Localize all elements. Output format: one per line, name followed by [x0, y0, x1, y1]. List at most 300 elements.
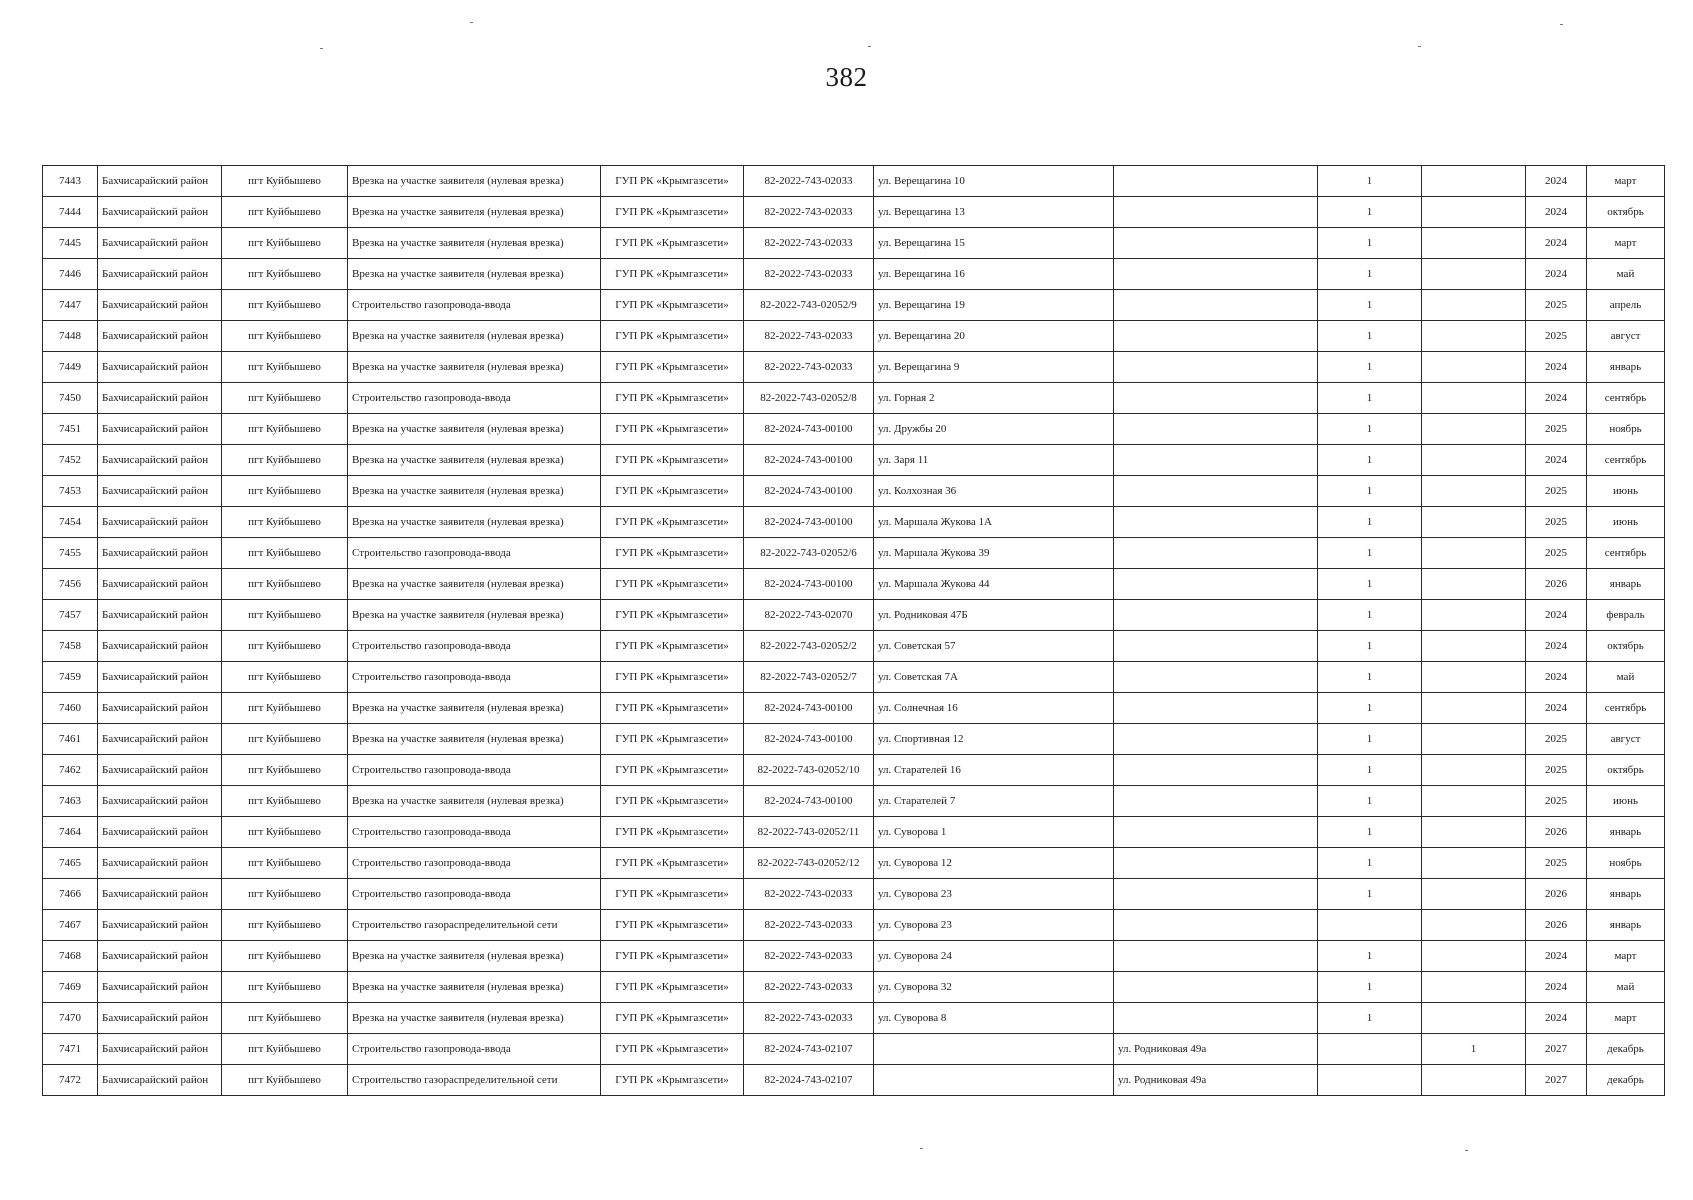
- month-cell: июнь: [1587, 476, 1665, 507]
- quantity-cell: 1: [1318, 476, 1422, 507]
- settlement-cell: пгт Куйбышево: [222, 383, 348, 414]
- address-alt-cell: [1114, 166, 1318, 197]
- district-cell: Бахчисарайский район: [98, 321, 222, 352]
- work-type-cell: Строительство газопровода-ввода: [348, 383, 601, 414]
- quantity-cell: 1: [1318, 414, 1422, 445]
- district-cell: Бахчисарайский район: [98, 476, 222, 507]
- quantity-cell: 1: [1318, 569, 1422, 600]
- row-number-cell: 7444: [43, 197, 98, 228]
- project-code-cell: 82-2024-743-00100: [744, 724, 874, 755]
- table-row: [43, 321, 1665, 352]
- quantity-alt-cell: 1: [1422, 1034, 1526, 1065]
- address-cell: ул. Маршала Жукова 39: [874, 538, 1114, 569]
- work-type-cell: Врезка на участке заявителя (нулевая врезка): [348, 941, 601, 972]
- organization-cell: ГУП РК «Крымгазсети»: [601, 321, 744, 352]
- quantity-cell: 1: [1318, 197, 1422, 228]
- project-code-cell: 82-2022-743-02033: [744, 166, 874, 197]
- work-type-cell: Врезка на участке заявителя (нулевая врезка): [348, 445, 601, 476]
- year-cell: 2024: [1526, 352, 1587, 383]
- month-cell: ноябрь: [1587, 414, 1665, 445]
- table-row: [43, 538, 1665, 569]
- quantity-cell: [1318, 1034, 1422, 1065]
- settlement-cell: пгт Куйбышево: [222, 290, 348, 321]
- address-cell: ул. Верещагина 20: [874, 321, 1114, 352]
- address-cell: ул. Суворова 24: [874, 941, 1114, 972]
- settlement-cell: пгт Куйбышево: [222, 259, 348, 290]
- row-number-cell: 7469: [43, 972, 98, 1003]
- year-cell: 2026: [1526, 817, 1587, 848]
- settlement-cell: пгт Куйбышево: [222, 786, 348, 817]
- month-cell: май: [1587, 972, 1665, 1003]
- quantity-cell: 1: [1318, 662, 1422, 693]
- organization-cell: ГУП РК «Крымгазсети»: [601, 786, 744, 817]
- table-row: [43, 600, 1665, 631]
- quantity-cell: 1: [1318, 538, 1422, 569]
- table-row: [43, 910, 1665, 941]
- address-cell: ул. Колхозная 36: [874, 476, 1114, 507]
- district-cell: Бахчисарайский район: [98, 197, 222, 228]
- year-cell: 2024: [1526, 228, 1587, 259]
- year-cell: 2027: [1526, 1034, 1587, 1065]
- organization-cell: ГУП РК «Крымгазсети»: [601, 941, 744, 972]
- district-cell: Бахчисарайский район: [98, 817, 222, 848]
- row-number-cell: 7460: [43, 693, 98, 724]
- row-number-cell: 7472: [43, 1065, 98, 1096]
- organization-cell: ГУП РК «Крымгазсети»: [601, 383, 744, 414]
- row-number-cell: 7463: [43, 786, 98, 817]
- project-code-cell: 82-2022-743-02052/8: [744, 383, 874, 414]
- work-type-cell: Врезка на участке заявителя (нулевая врезка): [348, 414, 601, 445]
- scan-speck: [1465, 1150, 1468, 1151]
- quantity-alt-cell: [1422, 445, 1526, 476]
- district-cell: Бахчисарайский район: [98, 1003, 222, 1034]
- project-code-cell: 82-2022-743-02052/6: [744, 538, 874, 569]
- quantity-cell: 1: [1318, 879, 1422, 910]
- address-cell: ул. Спортивная 12: [874, 724, 1114, 755]
- address-alt-cell: [1114, 941, 1318, 972]
- project-code-cell: 82-2022-743-02052/9: [744, 290, 874, 321]
- settlement-cell: пгт Куйбышево: [222, 166, 348, 197]
- month-cell: сентябрь: [1587, 383, 1665, 414]
- month-cell: март: [1587, 166, 1665, 197]
- row-number-cell: 7459: [43, 662, 98, 693]
- year-cell: 2024: [1526, 166, 1587, 197]
- year-cell: 2024: [1526, 631, 1587, 662]
- district-cell: Бахчисарайский район: [98, 910, 222, 941]
- quantity-alt-cell: [1422, 259, 1526, 290]
- quantity-alt-cell: [1422, 662, 1526, 693]
- project-code-cell: 82-2022-743-02033: [744, 321, 874, 352]
- address-alt-cell: [1114, 569, 1318, 600]
- address-alt-cell: [1114, 724, 1318, 755]
- month-cell: сентябрь: [1587, 445, 1665, 476]
- address-alt-cell: [1114, 600, 1318, 631]
- work-type-cell: Строительство газопровода-ввода: [348, 879, 601, 910]
- settlement-cell: пгт Куйбышево: [222, 724, 348, 755]
- year-cell: 2025: [1526, 724, 1587, 755]
- district-cell: Бахчисарайский район: [98, 600, 222, 631]
- quantity-cell: 1: [1318, 755, 1422, 786]
- organization-cell: ГУП РК «Крымгазсети»: [601, 1065, 744, 1096]
- project-code-cell: 82-2022-743-02033: [744, 1003, 874, 1034]
- work-type-cell: Строительство газопровода-ввода: [348, 848, 601, 879]
- table-row: [43, 352, 1665, 383]
- month-cell: апрель: [1587, 290, 1665, 321]
- row-number-cell: 7464: [43, 817, 98, 848]
- project-code-cell: 82-2024-743-00100: [744, 569, 874, 600]
- address-cell: ул. Верещагина 15: [874, 228, 1114, 259]
- address-alt-cell: [1114, 290, 1318, 321]
- organization-cell: ГУП РК «Крымгазсети»: [601, 538, 744, 569]
- organization-cell: ГУП РК «Крымгазсети»: [601, 1003, 744, 1034]
- address-cell: ул. Родниковая 47Б: [874, 600, 1114, 631]
- quantity-cell: 1: [1318, 383, 1422, 414]
- row-number-cell: 7453: [43, 476, 98, 507]
- project-code-cell: 82-2024-743-00100: [744, 445, 874, 476]
- address-cell: [874, 1065, 1114, 1096]
- settlement-cell: пгт Куйбышево: [222, 631, 348, 662]
- table-row: [43, 755, 1665, 786]
- quantity-alt-cell: [1422, 817, 1526, 848]
- district-cell: Бахчисарайский район: [98, 631, 222, 662]
- table-row: [43, 631, 1665, 662]
- year-cell: 2025: [1526, 414, 1587, 445]
- year-cell: 2025: [1526, 476, 1587, 507]
- district-cell: Бахчисарайский район: [98, 352, 222, 383]
- work-type-cell: Врезка на участке заявителя (нулевая врезка): [348, 228, 601, 259]
- project-code-cell: 82-2022-743-02052/11: [744, 817, 874, 848]
- quantity-cell: 1: [1318, 848, 1422, 879]
- address-cell: ул. Верещагина 10: [874, 166, 1114, 197]
- settlement-cell: пгт Куйбышево: [222, 197, 348, 228]
- month-cell: декабрь: [1587, 1034, 1665, 1065]
- table-row: [43, 1003, 1665, 1034]
- settlement-cell: пгт Куйбышево: [222, 600, 348, 631]
- month-cell: март: [1587, 1003, 1665, 1034]
- quantity-alt-cell: [1422, 538, 1526, 569]
- organization-cell: ГУП РК «Крымгазсети»: [601, 569, 744, 600]
- year-cell: 2025: [1526, 755, 1587, 786]
- project-code-cell: 82-2022-743-02052/10: [744, 755, 874, 786]
- year-cell: 2025: [1526, 507, 1587, 538]
- row-number-cell: 7457: [43, 600, 98, 631]
- table-row: [43, 786, 1665, 817]
- table-row: [43, 724, 1665, 755]
- row-number-cell: 7443: [43, 166, 98, 197]
- district-cell: Бахчисарайский район: [98, 1034, 222, 1065]
- quantity-cell: 1: [1318, 228, 1422, 259]
- table-row: [43, 197, 1665, 228]
- project-code-cell: 82-2022-743-02052/2: [744, 631, 874, 662]
- table-row: [43, 445, 1665, 476]
- project-code-cell: 82-2024-743-00100: [744, 786, 874, 817]
- year-cell: 2024: [1526, 693, 1587, 724]
- district-cell: Бахчисарайский район: [98, 755, 222, 786]
- address-cell: ул. Суворова 23: [874, 879, 1114, 910]
- month-cell: ноябрь: [1587, 848, 1665, 879]
- quantity-cell: 1: [1318, 817, 1422, 848]
- address-cell: ул. Верещагина 16: [874, 259, 1114, 290]
- address-cell: ул. Верещагина 9: [874, 352, 1114, 383]
- settlement-cell: пгт Куйбышево: [222, 352, 348, 383]
- month-cell: январь: [1587, 910, 1665, 941]
- quantity-cell: 1: [1318, 693, 1422, 724]
- year-cell: 2024: [1526, 1003, 1587, 1034]
- table-row: [43, 662, 1665, 693]
- quantity-cell: 1: [1318, 786, 1422, 817]
- quantity-alt-cell: [1422, 321, 1526, 352]
- address-alt-cell: [1114, 507, 1318, 538]
- table-row: [43, 259, 1665, 290]
- quantity-alt-cell: [1422, 383, 1526, 414]
- address-cell: ул. Солнечная 16: [874, 693, 1114, 724]
- table-row: [43, 1034, 1665, 1065]
- address-cell: ул. Заря 11: [874, 445, 1114, 476]
- organization-cell: ГУП РК «Крымгазсети»: [601, 228, 744, 259]
- quantity-cell: 1: [1318, 352, 1422, 383]
- work-type-cell: Строительство газопровода-ввода: [348, 1034, 601, 1065]
- district-cell: Бахчисарайский район: [98, 259, 222, 290]
- project-code-cell: 82-2022-743-02033: [744, 879, 874, 910]
- district-cell: Бахчисарайский район: [98, 383, 222, 414]
- district-cell: Бахчисарайский район: [98, 507, 222, 538]
- quantity-cell: 1: [1318, 321, 1422, 352]
- quantity-alt-cell: [1422, 507, 1526, 538]
- project-code-cell: 82-2022-743-02033: [744, 228, 874, 259]
- project-code-cell: 82-2022-743-02033: [744, 259, 874, 290]
- work-type-cell: Врезка на участке заявителя (нулевая врезка): [348, 197, 601, 228]
- organization-cell: ГУП РК «Крымгазсети»: [601, 476, 744, 507]
- table-row: [43, 693, 1665, 724]
- project-code-cell: 82-2024-743-02107: [744, 1065, 874, 1096]
- month-cell: февраль: [1587, 600, 1665, 631]
- table-row: [43, 166, 1665, 197]
- quantity-alt-cell: [1422, 879, 1526, 910]
- address-alt-cell: [1114, 321, 1318, 352]
- address-alt-cell: [1114, 538, 1318, 569]
- month-cell: октябрь: [1587, 197, 1665, 228]
- work-type-cell: Врезка на участке заявителя (нулевая врезка): [348, 476, 601, 507]
- work-type-cell: Врезка на участке заявителя (нулевая врезка): [348, 166, 601, 197]
- row-number-cell: 7452: [43, 445, 98, 476]
- address-cell: ул. Суворова 12: [874, 848, 1114, 879]
- year-cell: 2024: [1526, 445, 1587, 476]
- scan-speck: [868, 46, 871, 47]
- address-cell: ул. Суворова 8: [874, 1003, 1114, 1034]
- quantity-cell: 1: [1318, 724, 1422, 755]
- address-cell: ул. Советская 7А: [874, 662, 1114, 693]
- month-cell: январь: [1587, 569, 1665, 600]
- quantity-cell: 1: [1318, 445, 1422, 476]
- year-cell: 2024: [1526, 941, 1587, 972]
- month-cell: сентябрь: [1587, 693, 1665, 724]
- table-row: [43, 507, 1665, 538]
- year-cell: 2024: [1526, 259, 1587, 290]
- address-alt-cell: [1114, 631, 1318, 662]
- settlement-cell: пгт Куйбышево: [222, 879, 348, 910]
- district-cell: Бахчисарайский район: [98, 941, 222, 972]
- month-cell: январь: [1587, 879, 1665, 910]
- scan-speck: [470, 22, 473, 23]
- quantity-alt-cell: [1422, 600, 1526, 631]
- table-row: [43, 879, 1665, 910]
- work-type-cell: Строительство газораспределительной сети: [348, 910, 601, 941]
- district-cell: Бахчисарайский район: [98, 724, 222, 755]
- table-row: [43, 476, 1665, 507]
- district-cell: Бахчисарайский район: [98, 848, 222, 879]
- project-code-cell: 82-2024-743-00100: [744, 414, 874, 445]
- settlement-cell: пгт Куйбышево: [222, 755, 348, 786]
- address-alt-cell: [1114, 910, 1318, 941]
- settlement-cell: пгт Куйбышево: [222, 507, 348, 538]
- address-alt-cell: [1114, 259, 1318, 290]
- month-cell: июнь: [1587, 507, 1665, 538]
- address-alt-cell: [1114, 476, 1318, 507]
- table-row: [43, 1065, 1665, 1096]
- quantity-alt-cell: [1422, 724, 1526, 755]
- quantity-cell: 1: [1318, 1003, 1422, 1034]
- quantity-alt-cell: [1422, 228, 1526, 259]
- settlement-cell: пгт Куйбышево: [222, 414, 348, 445]
- year-cell: 2024: [1526, 600, 1587, 631]
- address-alt-cell: [1114, 1003, 1318, 1034]
- scan-speck: [920, 1148, 923, 1149]
- organization-cell: ГУП РК «Крымгазсети»: [601, 693, 744, 724]
- district-cell: Бахчисарайский район: [98, 414, 222, 445]
- scan-speck: [1418, 46, 1421, 47]
- row-number-cell: 7467: [43, 910, 98, 941]
- year-cell: 2025: [1526, 786, 1587, 817]
- month-cell: август: [1587, 321, 1665, 352]
- year-cell: 2025: [1526, 290, 1587, 321]
- quantity-alt-cell: [1422, 910, 1526, 941]
- scan-speck: [320, 48, 323, 49]
- settlement-cell: пгт Куйбышево: [222, 1003, 348, 1034]
- month-cell: октябрь: [1587, 755, 1665, 786]
- settlement-cell: пгт Куйбышево: [222, 910, 348, 941]
- project-code-cell: 82-2022-743-02033: [744, 352, 874, 383]
- work-type-cell: Строительство газопровода-ввода: [348, 290, 601, 321]
- district-cell: Бахчисарайский район: [98, 290, 222, 321]
- year-cell: 2024: [1526, 383, 1587, 414]
- address-cell: ул. Суворова 1: [874, 817, 1114, 848]
- organization-cell: ГУП РК «Крымгазсети»: [601, 259, 744, 290]
- month-cell: сентябрь: [1587, 538, 1665, 569]
- organization-cell: ГУП РК «Крымгазсети»: [601, 290, 744, 321]
- table-row: [43, 228, 1665, 259]
- quantity-cell: 1: [1318, 259, 1422, 290]
- year-cell: 2026: [1526, 879, 1587, 910]
- project-code-cell: 82-2022-743-02052/7: [744, 662, 874, 693]
- settlement-cell: пгт Куйбышево: [222, 445, 348, 476]
- organization-cell: ГУП РК «Крымгазсети»: [601, 445, 744, 476]
- settlement-cell: пгт Куйбышево: [222, 972, 348, 1003]
- district-cell: Бахчисарайский район: [98, 445, 222, 476]
- address-cell: ул. Суворова 23: [874, 910, 1114, 941]
- district-cell: Бахчисарайский район: [98, 1065, 222, 1096]
- quantity-alt-cell: [1422, 848, 1526, 879]
- quantity-cell: [1318, 1065, 1422, 1096]
- year-cell: 2025: [1526, 848, 1587, 879]
- settlement-cell: пгт Куйбышево: [222, 848, 348, 879]
- quantity-alt-cell: [1422, 352, 1526, 383]
- quantity-alt-cell: [1422, 786, 1526, 817]
- month-cell: март: [1587, 941, 1665, 972]
- year-cell: 2025: [1526, 321, 1587, 352]
- row-number-cell: 7458: [43, 631, 98, 662]
- organization-cell: ГУП РК «Крымгазсети»: [601, 197, 744, 228]
- work-type-cell: Строительство газопровода-ввода: [348, 631, 601, 662]
- quantity-alt-cell: [1422, 631, 1526, 662]
- organization-cell: ГУП РК «Крымгазсети»: [601, 910, 744, 941]
- quantity-cell: 1: [1318, 507, 1422, 538]
- address-cell: ул. Верещагина 13: [874, 197, 1114, 228]
- address-alt-cell: [1114, 693, 1318, 724]
- address-alt-cell: [1114, 662, 1318, 693]
- address-alt-cell: [1114, 848, 1318, 879]
- district-cell: Бахчисарайский район: [98, 228, 222, 259]
- address-cell: ул. Суворова 32: [874, 972, 1114, 1003]
- row-number-cell: 7450: [43, 383, 98, 414]
- settlement-cell: пгт Куйбышево: [222, 1065, 348, 1096]
- project-code-cell: 82-2022-743-02070: [744, 600, 874, 631]
- address-alt-cell: [1114, 383, 1318, 414]
- organization-cell: ГУП РК «Крымгазсети»: [601, 352, 744, 383]
- organization-cell: ГУП РК «Крымгазсети»: [601, 724, 744, 755]
- year-cell: 2025: [1526, 538, 1587, 569]
- address-cell: ул. Старателей 7: [874, 786, 1114, 817]
- row-number-cell: 7466: [43, 879, 98, 910]
- year-cell: 2024: [1526, 972, 1587, 1003]
- work-type-cell: Врезка на участке заявителя (нулевая врезка): [348, 693, 601, 724]
- organization-cell: ГУП РК «Крымгазсети»: [601, 631, 744, 662]
- district-cell: Бахчисарайский район: [98, 569, 222, 600]
- address-cell: ул. Верещагина 19: [874, 290, 1114, 321]
- row-number-cell: 7468: [43, 941, 98, 972]
- quantity-alt-cell: [1422, 569, 1526, 600]
- table-row: [43, 972, 1665, 1003]
- address-cell: ул. Маршала Жукова 1А: [874, 507, 1114, 538]
- work-type-cell: Врезка на участке заявителя (нулевая врезка): [348, 569, 601, 600]
- quantity-alt-cell: [1422, 166, 1526, 197]
- quantity-cell: 1: [1318, 600, 1422, 631]
- month-cell: март: [1587, 228, 1665, 259]
- row-number-cell: 7461: [43, 724, 98, 755]
- work-type-cell: Врезка на участке заявителя (нулевая врезка): [348, 321, 601, 352]
- quantity-alt-cell: [1422, 290, 1526, 321]
- row-number-cell: 7448: [43, 321, 98, 352]
- organization-cell: ГУП РК «Крымгазсети»: [601, 600, 744, 631]
- row-number-cell: 7455: [43, 538, 98, 569]
- district-cell: Бахчисарайский район: [98, 693, 222, 724]
- work-type-cell: Врезка на участке заявителя (нулевая врезка): [348, 507, 601, 538]
- address-alt-cell: [1114, 755, 1318, 786]
- work-type-cell: Строительство газопровода-ввода: [348, 817, 601, 848]
- table-row: [43, 414, 1665, 445]
- address-cell: ул. Старателей 16: [874, 755, 1114, 786]
- settlement-cell: пгт Куйбышево: [222, 1034, 348, 1065]
- month-cell: май: [1587, 259, 1665, 290]
- table-row: [43, 848, 1665, 879]
- table-row: [43, 290, 1665, 321]
- row-number-cell: 7451: [43, 414, 98, 445]
- table-row: [43, 569, 1665, 600]
- quantity-cell: 1: [1318, 166, 1422, 197]
- district-cell: Бахчисарайский район: [98, 538, 222, 569]
- work-type-cell: Строительство газораспределительной сети: [348, 1065, 601, 1096]
- work-type-cell: Врезка на участке заявителя (нулевая врезка): [348, 972, 601, 1003]
- settlement-cell: пгт Куйбышево: [222, 569, 348, 600]
